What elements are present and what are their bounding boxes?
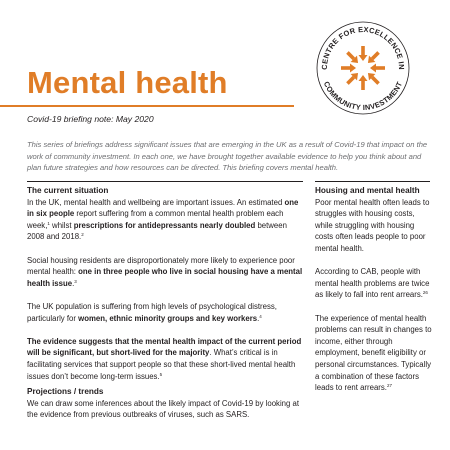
housing-paragraph-2: According to CAB, people with mental health problems are twice as likely to fall into rent arrears.$^{26}$ <box>315 267 430 300</box>
housing-paragraph-3: The experience of mental health problems can result in changes to income, either through employment, benefit eligibility or personal circumstances. Typically a combination of these factors leads to rent arrears.$^{27}$ <box>315 313 432 393</box>
right-column-rule <box>315 181 430 182</box>
page-title: Mental health <box>27 65 228 100</box>
page-subtitle: Covid-19 briefing note: May 2020 <box>27 114 154 124</box>
logo-text-top: CENTRE FOR EXCELLENCE IN <box>319 24 407 70</box>
housing-paragraph-1: Poor mental health often leads to struggles with housing costs, while struggling with housing costs often leads people to poor mental health. <box>315 197 430 253</box>
intro-paragraph: This series of briefings address significant issues that are emerging in the UK as a result of Covid-19 that impact on the work of community investment. In each one, we have brought together available evidence to help you think about and plan future strategies and how resources can be directed. This briefing covers mental health. <box>27 140 428 173</box>
housing-heading: Housing and mental health <box>315 186 420 195</box>
logo-text-bottom: COMMUNITY INVESTMENT <box>321 80 405 113</box>
current-situation-heading: The current situation <box>27 186 109 195</box>
projections-paragraph-1: We can draw some inferences about the likely impact of Covid-19 by looking at the evidence from previous outbreaks of viruses, such as SARS. <box>27 398 300 420</box>
current-situation-paragraph-4: The evidence suggests that the mental health impact of the current period will be significant, but short-lived for the majority. What’s critical is in facilitating services that support people so that these short-lived mental health issues don’t become long-term issues.$^5$ <box>27 336 302 381</box>
logo-ring <box>317 22 409 114</box>
logo-arrows <box>341 46 385 90</box>
left-column-rule <box>27 181 303 182</box>
sidebar-column <box>315 185 433 405</box>
arrows-converging-logo-icon <box>307 12 419 124</box>
current-situation-paragraph-1: In the UK, mental health and wellbeing are important issues. An estimated one in six people report suffering from a common mental health problem each week,$^1$ whilst prescriptions for antidepressants nearly doubled between 2008 and 2018.$^2$ <box>27 197 299 242</box>
current-situation-paragraph-2: Social housing residents are disproportionately more likely to experience poor mental health: one in three people who live in social housing have a mental health issue.$^3$ <box>27 255 303 288</box>
current-situation-paragraph-3: The UK population is suffering from high levels of psychological distress, particularly for women, ethnic minority groups and key workers.$^4$ <box>27 301 277 323</box>
title-underline <box>0 105 294 107</box>
main-column <box>27 185 303 432</box>
projections-heading: Projections / trends <box>27 387 104 397</box>
cfe-logo <box>307 12 419 124</box>
